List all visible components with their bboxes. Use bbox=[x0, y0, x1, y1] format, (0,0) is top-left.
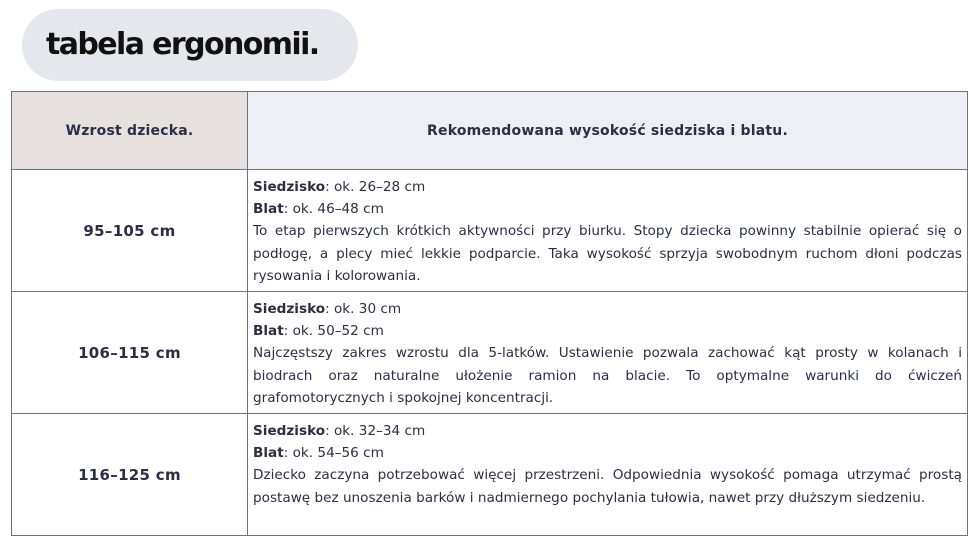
desk-line bbox=[253, 320, 962, 342]
header-child-height: Wzrost dziecka. bbox=[12, 92, 248, 170]
recommendation-cell bbox=[248, 170, 968, 292]
recommendation-cell bbox=[248, 414, 968, 536]
header-recommendation: Rekomendowana wysokość siedziska i blatu. bbox=[248, 92, 968, 170]
seat-label: Siedzisko bbox=[253, 423, 326, 440]
description-text: Dziecko zaczyna potrzebować więcej przestrzeni. Odpowiednia wysokość pomaga utrzymać prostą postawę bez unoszenia barków i nadmiernego pochylania tułowia, nawet przy dłuższym siedzeniu. bbox=[253, 467, 962, 506]
seat-value: : ok. 32–34 cm bbox=[325, 423, 426, 440]
desk-line bbox=[253, 198, 962, 220]
seat-value: : ok. 30 cm bbox=[325, 301, 402, 318]
ergonomics-table bbox=[11, 91, 968, 536]
seat-line bbox=[253, 298, 962, 320]
page-title: tabela ergonomii. bbox=[46, 27, 319, 62]
table-header-row bbox=[12, 92, 968, 170]
title-pill bbox=[22, 9, 358, 81]
height-range-cell: 116–125 cm bbox=[12, 414, 248, 536]
seat-line bbox=[253, 420, 962, 442]
description-text: To etap pierwszych krótkich aktywności przy biurku. Stopy dziecka powinny stabilnie opierać się o podłogę, a plecy mieć lekkie podparcie. Taka wysokość sprzyja swobodnym ruchom dłoni podczas rysowania i kolorowania. bbox=[253, 223, 962, 284]
table-row bbox=[12, 170, 968, 292]
height-range-cell: 106–115 cm bbox=[12, 292, 248, 414]
table-row bbox=[12, 292, 968, 414]
height-range-cell: 95–105 cm bbox=[12, 170, 248, 292]
desk-label: Blat bbox=[253, 445, 284, 462]
seat-label: Siedzisko bbox=[253, 179, 326, 195]
desk-label: Blat bbox=[253, 323, 284, 340]
seat-value: : ok. 26–28 cm bbox=[325, 179, 426, 195]
desk-line bbox=[253, 442, 962, 464]
description-text: Najczęstszy zakres wzrostu dla 5-latków. Ustawienie pozwala zachować kąt prosty w kolanach i biodrach oraz naturalne ułożenie ramion na blacie. To optymalne warunki do ćwiczeń grafomotorycznych i spokojnej koncentracji. bbox=[253, 345, 962, 406]
desk-value: : ok. 46–48 cm bbox=[283, 201, 384, 218]
seat-line bbox=[253, 176, 962, 198]
desk-value: : ok. 54–56 cm bbox=[283, 445, 384, 462]
table-row bbox=[12, 414, 968, 536]
seat-label: Siedzisko bbox=[253, 301, 326, 318]
desk-value: : ok. 50–52 cm bbox=[283, 323, 384, 340]
recommendation-cell bbox=[248, 292, 968, 414]
desk-label: Blat bbox=[253, 201, 284, 218]
